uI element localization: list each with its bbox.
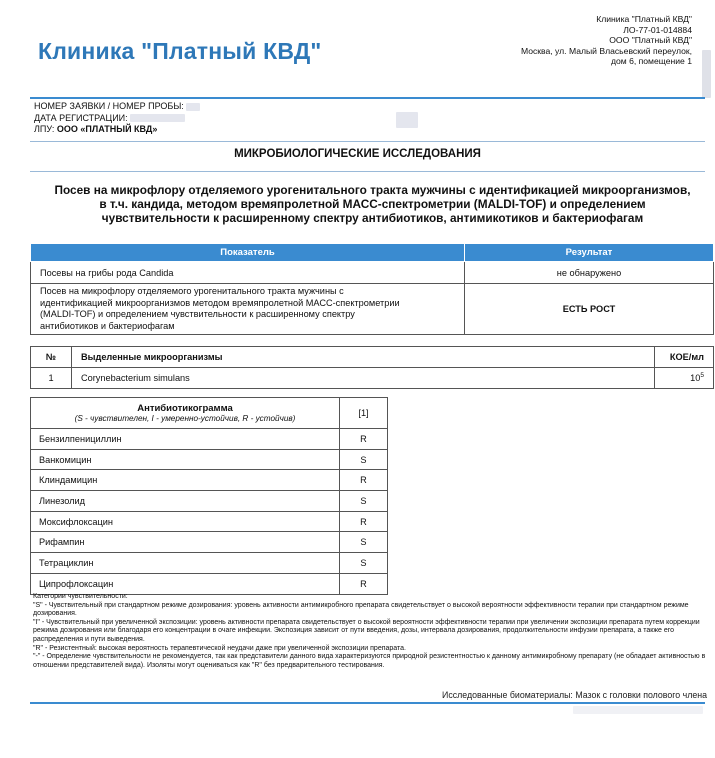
sensitivity-value: R bbox=[340, 429, 388, 450]
registration-date-label: ДАТА РЕГИСТРАЦИИ: bbox=[34, 112, 128, 123]
results-table bbox=[30, 243, 714, 335]
antibiogram-legend: (S - чувствителен, I - умеренно-устойчив, R - устойчив) bbox=[74, 414, 296, 423]
antibiotic-row bbox=[31, 553, 388, 574]
col-organism: Выделенные микроорганизмы bbox=[72, 347, 655, 368]
antibiotic-name: Бензилпенициллин bbox=[31, 429, 340, 450]
clinic-info bbox=[521, 14, 692, 67]
antibiogram-header-row bbox=[31, 398, 388, 429]
lpu-label: ЛПУ: bbox=[34, 124, 55, 134]
antibiotic-row bbox=[31, 470, 388, 491]
antibiotic-name: Ципрофлоксацин bbox=[31, 573, 340, 594]
redacted-block bbox=[396, 112, 418, 128]
results-header-row bbox=[31, 244, 714, 262]
antibiotic-name: Тетрациклин bbox=[31, 553, 340, 574]
antibiotic-name: Ванкомицин bbox=[31, 449, 340, 470]
note-item: "-" - Определение чувствительности не рекомендуется, так как представители данного вида характеризуются природной резистентностью к данному антимикробному препарату (не обладает активностью в отношении представителей вида). Изоляты могут оцениваться как "R" без предварительного тестирования. bbox=[33, 653, 706, 669]
antibiotic-row bbox=[31, 449, 388, 470]
sensitivity-value: S bbox=[340, 553, 388, 574]
organism-name: Corynebacterium simulans bbox=[72, 368, 655, 389]
indicator-cell: Посевы на грибы рода Candida bbox=[31, 262, 465, 284]
note-item: "R" - Резистентный: высокая вероятность терапевтической неудачи даже при увеличенной экспозиции препарата. bbox=[33, 644, 406, 652]
antibiogram-title: Антибиотикограмма bbox=[137, 403, 233, 414]
results-row bbox=[31, 262, 714, 284]
col-number: № bbox=[31, 347, 72, 368]
test-title: Посев на микрофлору отделяемого урогенитального тракта мужчины с идентификацией микроорганизмов, в т.ч. кандида, методом времяпролетной МАСС-спектрометрии (MALDI-TOF) и определением чувствительности к расширенному спектру антибиотиков, антимикотиков и бактериофагам bbox=[54, 183, 691, 225]
organisms-header-row bbox=[31, 347, 714, 368]
antibiogram-header bbox=[31, 398, 340, 429]
sensitivity-value: R bbox=[340, 470, 388, 491]
clinic-info-line: ООО "Платный КВД" bbox=[609, 35, 692, 46]
clinic-logo-title: Клиника "Платный КВД" bbox=[38, 38, 322, 64]
col-result: Результат bbox=[465, 244, 714, 262]
antibiotic-row bbox=[31, 511, 388, 532]
organism-row bbox=[31, 368, 714, 389]
clinic-info-line: дом 6, помещение 1 bbox=[610, 56, 692, 67]
sensitivity-value: R bbox=[340, 511, 388, 532]
sensitivity-value: S bbox=[340, 491, 388, 512]
redacted-block bbox=[702, 50, 711, 98]
order-meta bbox=[34, 101, 200, 136]
section-title: МИКРОБИОЛОГИЧЕСКИЕ ИССЛЕДОВАНИЯ bbox=[234, 148, 481, 160]
redacted-block bbox=[573, 706, 703, 714]
redacted-value bbox=[186, 103, 200, 111]
notes-heading: Категории чувствительности: bbox=[33, 593, 128, 600]
indicator-cell: Посев на микрофлору отделяемого урогенитального тракта мужчины с идентификацией микроорганизмов методом времяпролетной МАСС-спектрометрии (MALDI-TOF) и определением чувствительности к расширенному спектру антибиотиков и бактериофагам bbox=[31, 284, 465, 335]
antibiotic-name: Линезолид bbox=[31, 491, 340, 512]
col-indicator: Показатель bbox=[31, 244, 465, 262]
result-cell: не обнаружено bbox=[465, 262, 714, 284]
redacted-value bbox=[130, 114, 185, 122]
antibiotic-row bbox=[31, 532, 388, 553]
antibiotic-name: Моксифлоксацин bbox=[31, 511, 340, 532]
sensitivity-value: S bbox=[340, 449, 388, 470]
clinic-info-line: Москва, ул. Малый Власьевский переулок, bbox=[520, 45, 692, 56]
section-divider bbox=[30, 171, 705, 172]
cfu-exponent: 5 bbox=[700, 372, 704, 380]
footer-divider bbox=[30, 702, 705, 704]
antibiotic-row bbox=[31, 429, 388, 450]
clinic-info-line: ЛО-77-01-014884 bbox=[623, 24, 692, 35]
note-item: "S" - Чувствительный при стандартном режиме дозирования: уровень активности антимикробного препарата свидетельствует о высокой вероятности эффективности терапии при стандартном режиме дозирования. bbox=[33, 601, 689, 618]
clinic-info-line: Клиника "Платный КВД" bbox=[596, 14, 692, 24]
organism-cfu bbox=[655, 368, 714, 389]
organisms-table bbox=[30, 346, 714, 389]
sensitivity-value: S bbox=[340, 532, 388, 553]
antibiotic-row bbox=[31, 573, 388, 594]
antibiotic-name: Клиндамицин bbox=[31, 470, 340, 491]
antibiotic-name: Рифампин bbox=[31, 532, 340, 553]
header-divider bbox=[30, 97, 705, 99]
biomaterial-line: Исследованные биоматериалы: Мазок с головки полового члена bbox=[442, 690, 707, 700]
meta-divider bbox=[30, 141, 705, 142]
results-row bbox=[31, 284, 714, 335]
order-number-label: НОМЕР ЗАЯВКИ / НОМЕР ПРОБЫ: bbox=[34, 101, 184, 111]
result-cell: ЕСТЬ РОСТ bbox=[465, 284, 714, 335]
antibiogram-col-isolate: [1] bbox=[340, 398, 388, 429]
antibiogram-table bbox=[30, 397, 388, 595]
antibiotic-row bbox=[31, 491, 388, 512]
sensitivity-value: R bbox=[340, 573, 388, 594]
col-cfu: КОЕ/мл bbox=[655, 347, 714, 368]
organism-number: 1 bbox=[31, 368, 72, 389]
cfu-base: 10 bbox=[690, 373, 701, 384]
sensitivity-notes bbox=[33, 593, 708, 670]
note-item: "I" - Чувствительный при увеличенной экспозиции: уровень активности препарата свидетельствует о высокой вероятности эффективности терапии при увеличении экспозиции препарата путем коррекции режима дозирования или благодаря его концентрации в очаге инфекции. Экспозиция зависит от пути введения, дозы, интервала дозирования, продолжительности инфузии препарата, а также его распределения и пути выведения. bbox=[33, 618, 700, 643]
lpu-value: ООО «ПЛАТНЫЙ КВД» bbox=[56, 124, 158, 134]
